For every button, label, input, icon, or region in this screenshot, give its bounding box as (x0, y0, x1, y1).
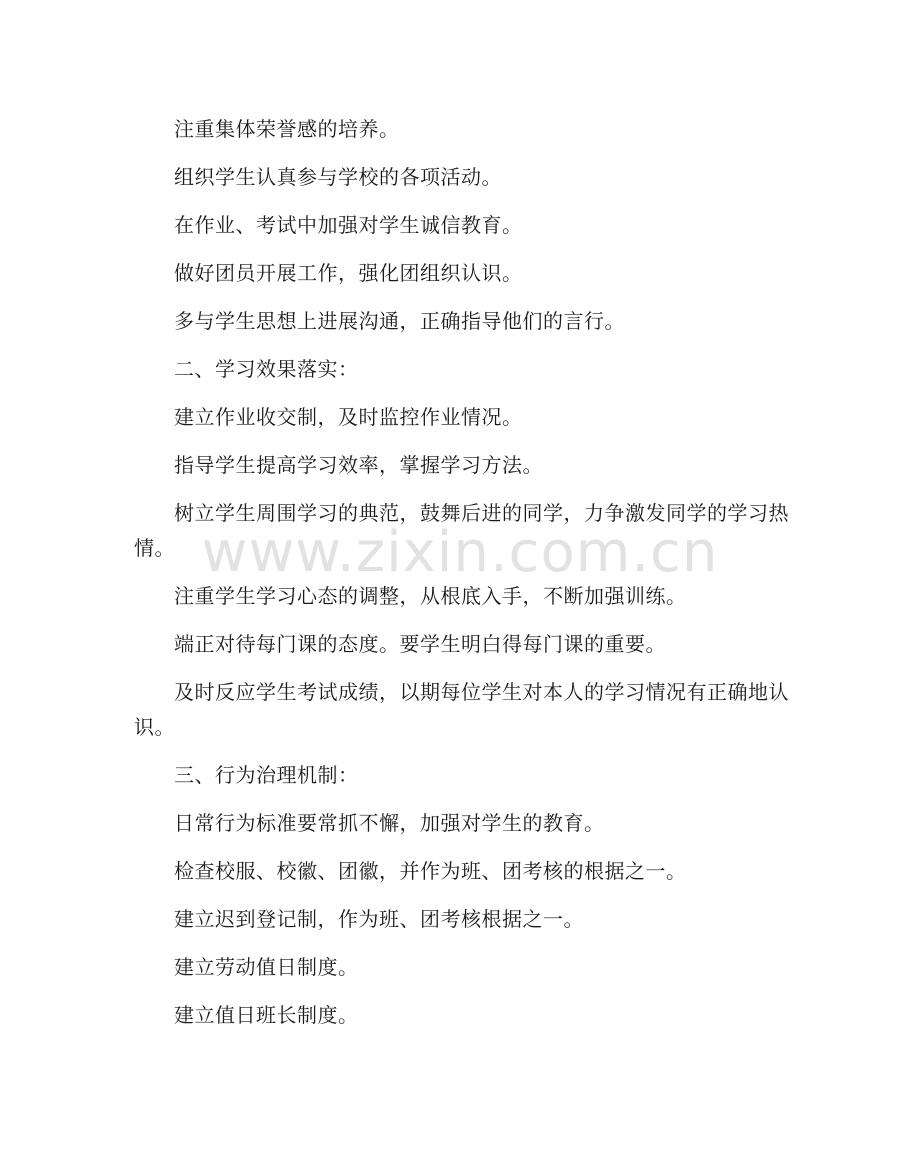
paragraph: 做好团员开展工作，强化团组织认识。 (174, 261, 523, 285)
paragraph: 注重学生学习心态的调整，从根底入手，不断加强训练。 (174, 584, 687, 608)
paragraph: 树立学生周围学习的典范，鼓舞后进的同学，力争激发同学的学习热情。 (134, 501, 789, 560)
paragraph: 日常行为标准要常抓不懈，加强对学生的教育。 (174, 811, 605, 835)
paragraph: 注重集体荣誉感的培养。 (174, 117, 400, 141)
paragraph: 检查校服、校徽、团徽，并作为班、团考核的根据之一。 (174, 859, 687, 883)
paragraph: 端正对待每门课的态度。要学生明白得每门课的重要。 (174, 632, 666, 656)
document-body (134, 112, 794, 1046)
section-heading: 二、学习效果落实： (174, 357, 359, 381)
paragraph: 建立作业收交制，及时监控作业情况。 (174, 405, 523, 429)
section-heading: 三、行为治理机制： (174, 763, 359, 787)
paragraph: 在作业、考试中加强对学生诚信教育。 (174, 213, 523, 237)
paragraph: 建立劳动值日制度。 (174, 955, 359, 979)
watermark: www.zixin.com.cn (201, 520, 719, 585)
paragraph: 及时反应学生考试成绩，以期每位学生对本人的学习情况有正确地认识。 (134, 680, 789, 739)
paragraph: 指导学生提高学习效率，掌握学习方法。 (174, 453, 543, 477)
paragraph: 建立值日班长制度。 (174, 1003, 359, 1027)
paragraph: 组织学生认真参与学校的各项活动。 (174, 165, 502, 189)
paragraph: 多与学生思想上进展沟通，正确指导他们的言行。 (174, 309, 625, 333)
paragraph: 建立迟到登记制，作为班、团考核根据之一。 (174, 907, 584, 931)
